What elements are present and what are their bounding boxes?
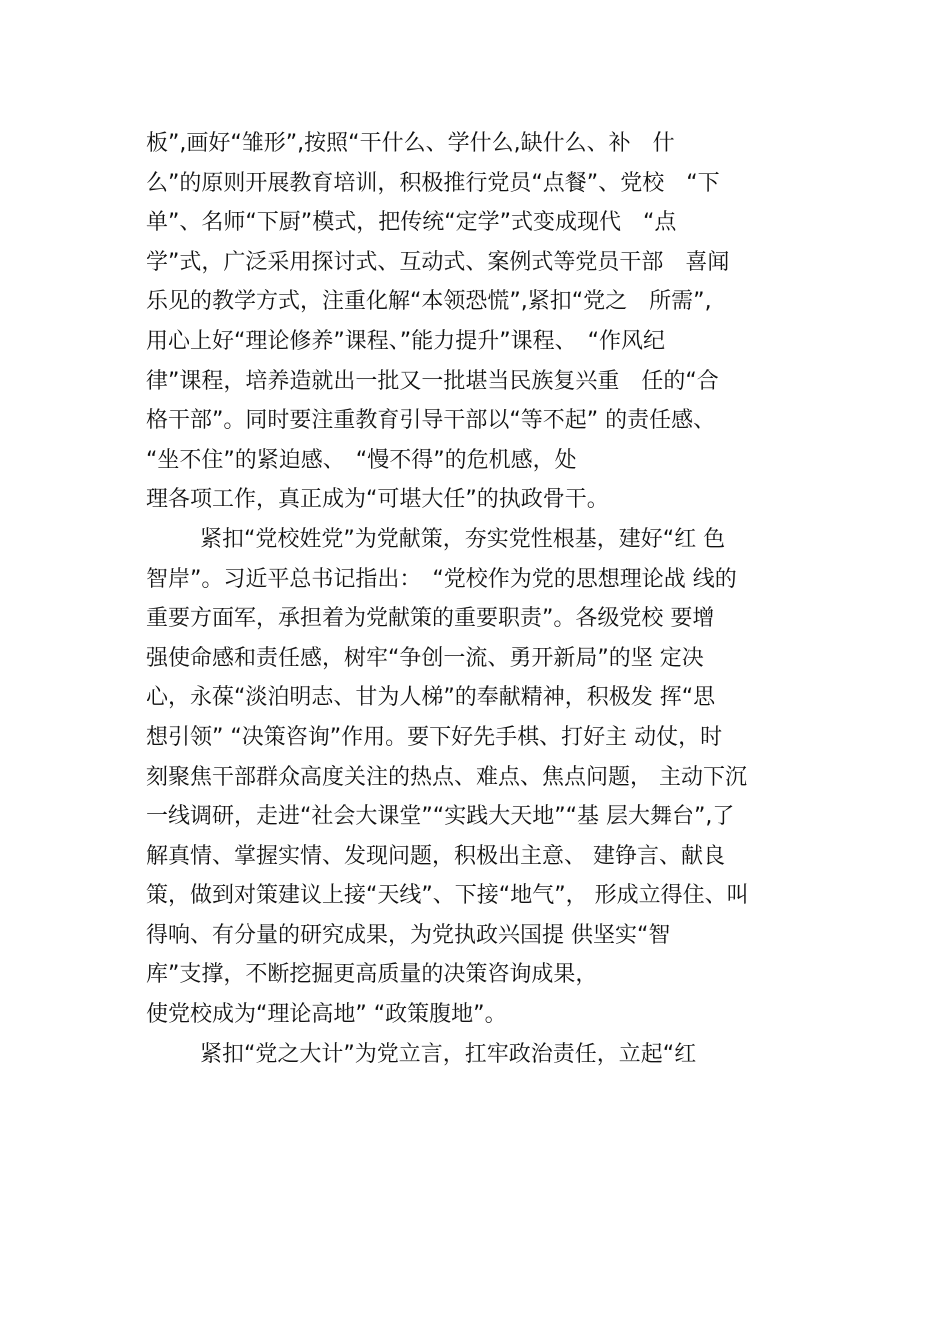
text-line: 么”的原则开展教育培训，积极推行党员“点餐”、党校 “下 bbox=[146, 170, 720, 196]
text-line: 格干部”。同时要注重教育引导干部以“等不起” 的责任感、 bbox=[146, 408, 716, 434]
paragraph-first-line: 紧扣“党校姓党”为党献策，夯实党性根基，建好“红 色 bbox=[200, 526, 726, 552]
text-line: 策，做到对策建议上接“天线”、下接“地气”， 形成立得住、叫 bbox=[146, 883, 749, 909]
text-line: 单”、名师“下厨”模式，把传统“定学”式变成现代 “点 bbox=[146, 210, 677, 236]
text-line: 学”式，广泛采用探讨式、互动式、案例式等党员干部 喜闻 bbox=[146, 249, 730, 275]
text-line: 乐见的教学方式，注重化解“本领恐慌”,紧扣“党之 所需”, bbox=[146, 289, 712, 315]
text-line: 心，永葆“淡泊明志、甘为人梯”的奉献精神，积极发 挥“思 bbox=[146, 685, 716, 711]
text-line: 刻聚焦干部群众高度关注的热点、难点、焦点问题， 主动下沉 bbox=[146, 764, 747, 790]
text-line: 重要方面军，承担着为党献策的重要职责”。各级党校 要增 bbox=[146, 606, 715, 632]
text-line: “坐不住”的紧迫感、 “慢不得”的危机感，处 bbox=[146, 447, 577, 473]
text-line: 库”支撑，不断挖掘更高质量的决策咨询成果， bbox=[146, 962, 598, 988]
body-text bbox=[146, 124, 836, 1074]
text-line: 使党校成为“理论高地” “政策腹地”。 bbox=[146, 1002, 507, 1028]
text-line: 强使命感和责任感，树牢“争创一流、勇开新局”的坚 定决 bbox=[146, 645, 704, 671]
text-line: 用心上好“理论修养”课程、”能力提升”课程、 “作风纪 bbox=[146, 328, 665, 354]
text-line: 板”,画好“雏形”,按照“干什么、学什么,缺什么、补 什 bbox=[146, 131, 675, 156]
text-line: 一线调研，走进“社会大课堂”“实践大天地”“基 层大舞台”,了 bbox=[146, 804, 735, 830]
paragraph-first-line: 紧扣“党之大计”为党立言，扛牢政治责任，立起“红 bbox=[200, 1041, 697, 1067]
text-line: 律”课程，培养造就出一批又一批堪当民族复兴重 任的“合 bbox=[146, 368, 719, 394]
text-line: 解真情、掌握实情、发现问题，积极出主意、 建铮言、献良 bbox=[146, 843, 725, 869]
text-line: 想引领” “决策咨询”作用。要下好先手棋、打好主 动仗，时 bbox=[146, 724, 723, 750]
text-line: 智岸”。习近平总书记指出： “党校作为党的思想理论战 线的 bbox=[146, 566, 737, 592]
text-line: 理各项工作，真正成为“可堪大任”的执政骨干。 bbox=[146, 487, 609, 513]
text-line: 得响、有分量的研究成果，为党执政兴国提 供坚实“智 bbox=[146, 922, 671, 948]
